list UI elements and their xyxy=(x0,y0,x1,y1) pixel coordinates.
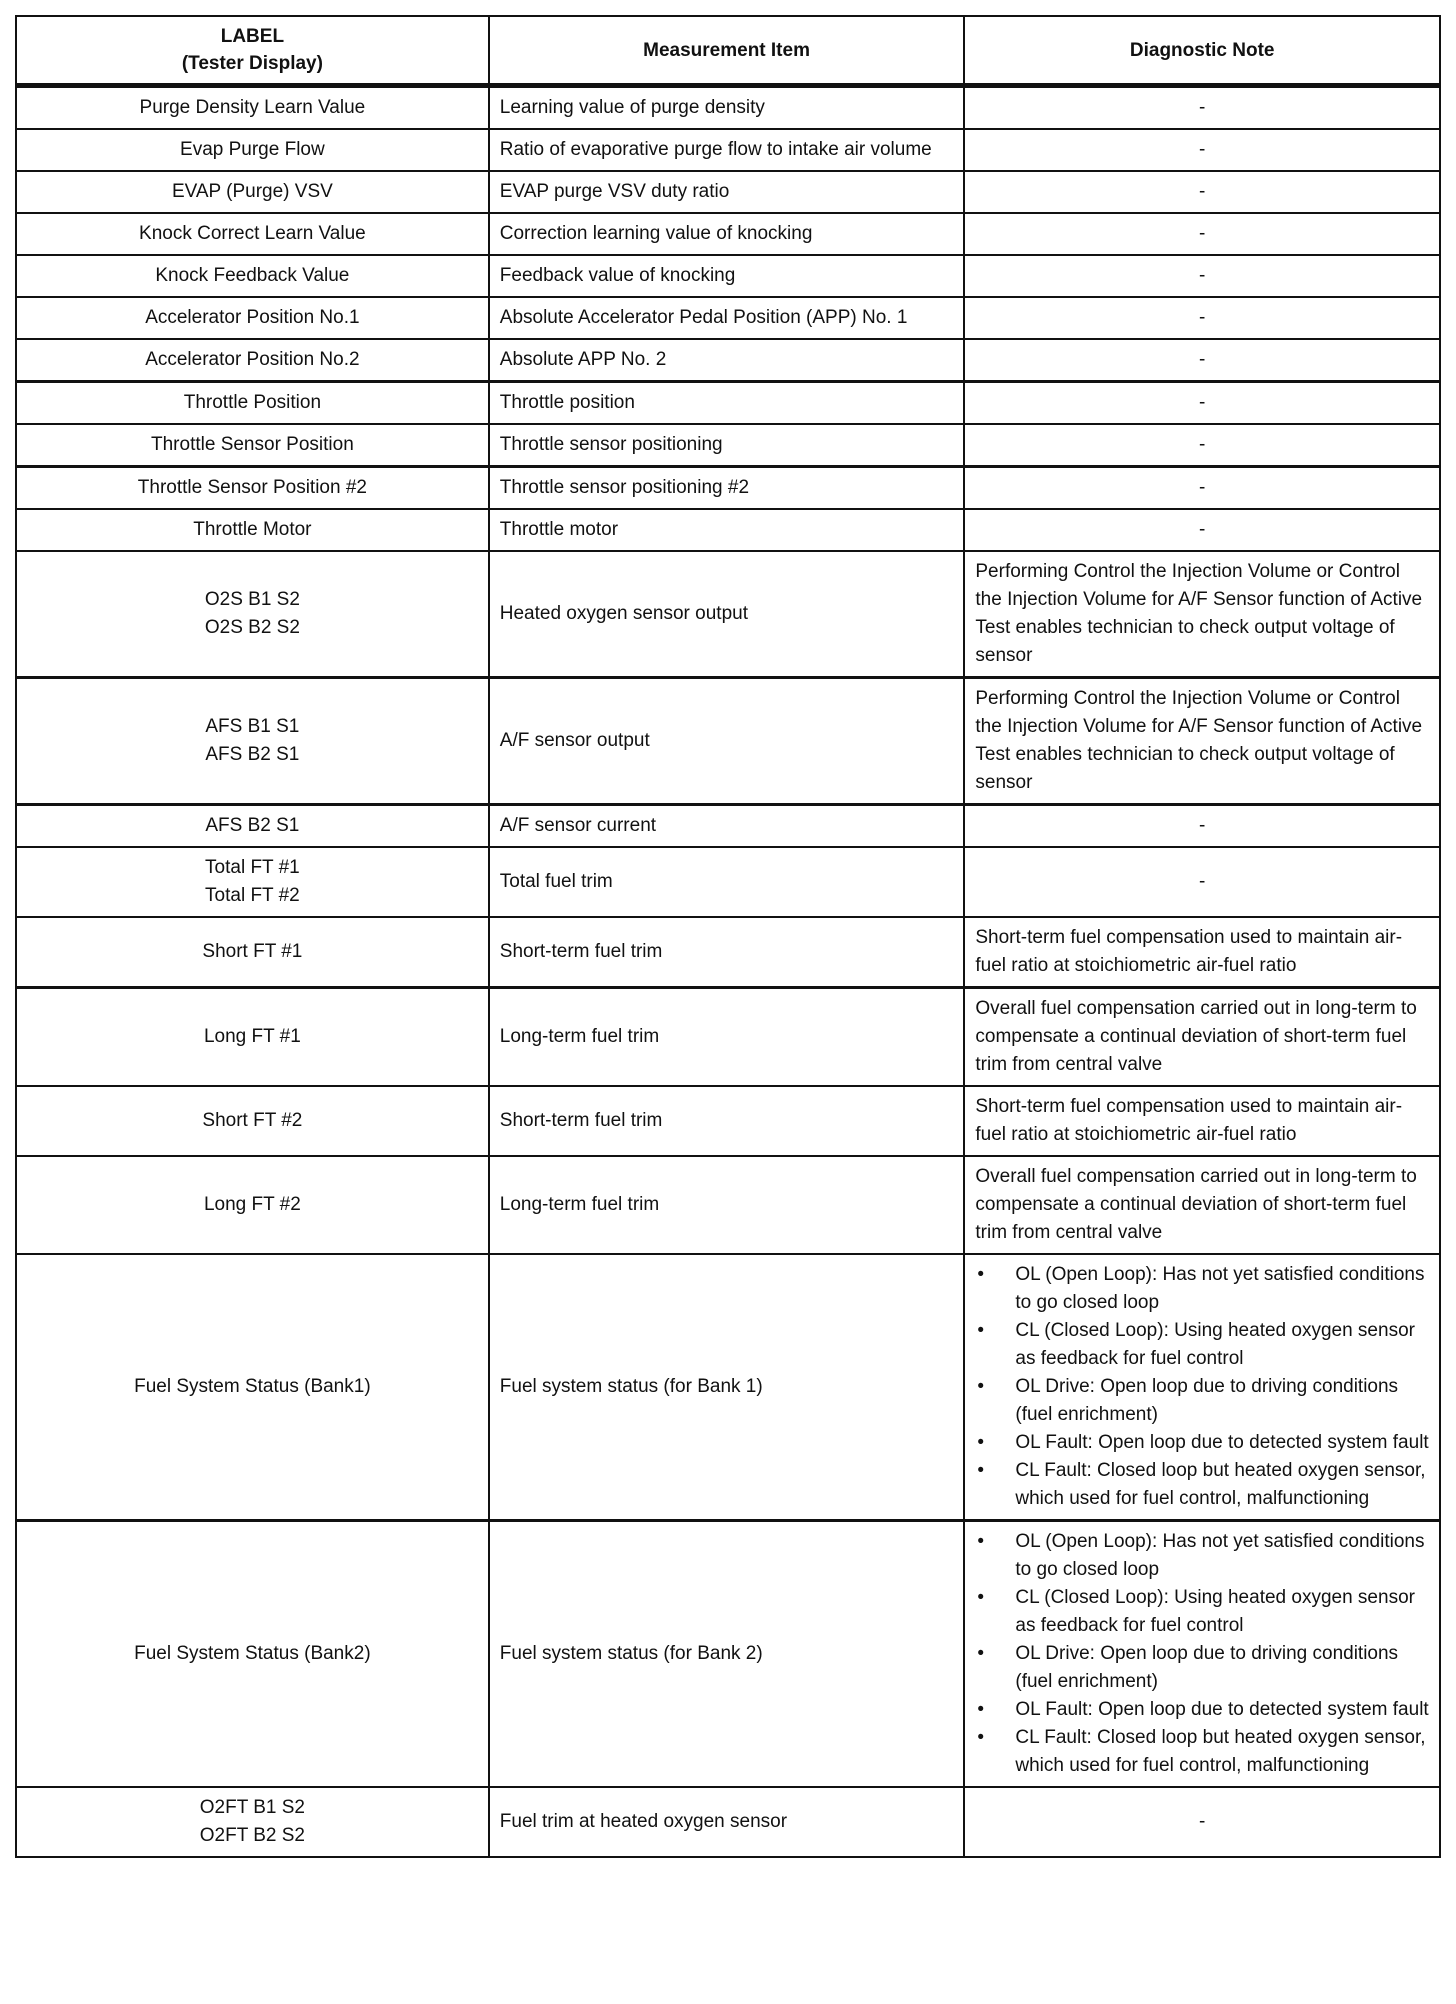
label-cell xyxy=(16,1156,489,1254)
measurement-cell: A/F sensor current xyxy=(489,805,965,848)
label-text: Short FT #2 xyxy=(202,1110,303,1131)
table-row xyxy=(16,1086,1440,1156)
label-text: Total FT #1 xyxy=(205,857,300,878)
label-text: Short FT #1 xyxy=(202,941,303,962)
label-cell xyxy=(16,988,489,1087)
measurement-cell: Absolute Accelerator Pedal Position (APP) No. 1 xyxy=(489,297,965,339)
label-text: Accelerator Position No.1 xyxy=(145,307,360,328)
measurement-cell: Throttle sensor positioning #2 xyxy=(489,467,965,510)
table-row xyxy=(16,678,1440,805)
measurement-cell: Correction learning value of knocking xyxy=(489,213,965,255)
label-cell xyxy=(16,339,489,382)
measurement-cell: Ratio of evaporative purge flow to intake air volume xyxy=(489,129,965,171)
label-text: Long FT #1 xyxy=(203,1026,301,1047)
label-cell xyxy=(16,382,489,425)
note-bullet-item: • OL Fault: Open loop due to detected system fault xyxy=(975,1429,1429,1457)
label-cell xyxy=(16,213,489,255)
label-cell xyxy=(16,509,489,551)
header-label-line2: (Tester Display) xyxy=(181,53,323,74)
note-cell: Performing Control the Injection Volume or Control the Injection Volume for A/F Sensor function of Active Test enables technician to check output voltage of sensor xyxy=(964,551,1440,678)
measurement-cell: Total fuel trim xyxy=(489,847,965,917)
table-header-row xyxy=(16,16,1440,86)
label-cell xyxy=(16,1521,489,1788)
label-text: Knock Feedback Value xyxy=(155,265,350,286)
note-bullet-item: • OL Fault: Open loop due to detected system fault xyxy=(975,1696,1429,1724)
measurement-cell: Absolute APP No. 2 xyxy=(489,339,965,382)
label-text: Throttle Motor xyxy=(193,519,312,540)
label-text: EVAP (Purge) VSV xyxy=(171,181,333,202)
label-text: Long FT #2 xyxy=(203,1194,301,1215)
note-bullet-item: • CL Fault: Closed loop but heated oxygen sensor, which used for fuel control, malfunctioning xyxy=(975,1724,1429,1780)
note-cell: - xyxy=(964,255,1440,297)
note-bullet-item: • CL (Closed Loop): Using heated oxygen sensor as feedback for fuel control xyxy=(975,1317,1429,1373)
label-cell xyxy=(16,1086,489,1156)
label-text: Fuel System Status (Bank2) xyxy=(134,1643,371,1664)
label-text: Fuel System Status (Bank1) xyxy=(134,1376,371,1397)
measurement-cell: EVAP purge VSV duty ratio xyxy=(489,171,965,213)
header-label xyxy=(16,16,489,86)
label-text: Accelerator Position No.2 xyxy=(145,349,360,370)
table-row xyxy=(16,339,1440,382)
note-cell: - xyxy=(964,129,1440,171)
measurement-cell: Fuel system status (for Bank 2) xyxy=(489,1521,965,1788)
label-text: O2S B2 S2 xyxy=(204,617,300,638)
table-row xyxy=(16,382,1440,425)
table-row xyxy=(16,1787,1440,1857)
label-cell xyxy=(16,171,489,213)
note-cell: - xyxy=(964,467,1440,510)
note-cell: - xyxy=(964,805,1440,848)
note-cell: Short-term fuel compensation used to maintain air-fuel ratio at stoichiometric air-fuel ratio xyxy=(964,917,1440,988)
table-body xyxy=(16,86,1440,1858)
data-list-table xyxy=(15,15,1441,1858)
label-cell xyxy=(16,297,489,339)
label-text: AFS B1 S1 xyxy=(205,716,300,737)
measurement-cell: Short-term fuel trim xyxy=(489,917,965,988)
note-bullet-item: • CL Fault: Closed loop but heated oxygen sensor, which used for fuel control, malfunctioning xyxy=(975,1457,1429,1513)
label-cell xyxy=(16,805,489,848)
note-cell: - xyxy=(964,213,1440,255)
table-row xyxy=(16,847,1440,917)
note-cell: Short-term fuel compensation used to maintain air-fuel ratio at stoichiometric air-fuel ratio xyxy=(964,1086,1440,1156)
label-text: Throttle Sensor Position #2 xyxy=(137,477,367,498)
note-cell xyxy=(964,1254,1440,1521)
table-row xyxy=(16,213,1440,255)
label-text: AFS B2 S1 xyxy=(205,815,300,836)
note-cell: - xyxy=(964,86,1440,130)
note-bullet-item: • OL (Open Loop): Has not yet satisfied conditions to go closed loop xyxy=(975,1261,1429,1317)
note-cell: - xyxy=(964,171,1440,213)
table-row xyxy=(16,551,1440,678)
measurement-cell: Long-term fuel trim xyxy=(489,988,965,1087)
label-text: Throttle Sensor Position xyxy=(151,434,354,455)
label-cell xyxy=(16,551,489,678)
table-row xyxy=(16,509,1440,551)
table-row xyxy=(16,988,1440,1087)
label-text: Evap Purge Flow xyxy=(180,139,325,160)
measurement-cell: Learning value of purge density xyxy=(489,86,965,130)
measurement-cell: Throttle sensor positioning xyxy=(489,424,965,467)
note-cell: - xyxy=(964,1787,1440,1857)
label-cell xyxy=(16,255,489,297)
header-note: Diagnostic Note xyxy=(964,16,1440,86)
table-row xyxy=(16,1156,1440,1254)
header-label-line1: LABEL xyxy=(220,26,285,47)
note-cell: Performing Control the Injection Volume or Control the Injection Volume for A/F Sensor function of Active Test enables technician to check output voltage of sensor xyxy=(964,678,1440,805)
note-cell: - xyxy=(964,509,1440,551)
measurement-cell: Heated oxygen sensor output xyxy=(489,551,965,678)
label-text: O2FT B1 S2 xyxy=(199,1797,306,1818)
label-cell xyxy=(16,917,489,988)
label-cell xyxy=(16,467,489,510)
note-cell: - xyxy=(964,847,1440,917)
measurement-cell: Throttle motor xyxy=(489,509,965,551)
measurement-cell: Throttle position xyxy=(489,382,965,425)
label-cell xyxy=(16,678,489,805)
measurement-cell: A/F sensor output xyxy=(489,678,965,805)
note-cell xyxy=(964,1521,1440,1788)
label-cell xyxy=(16,847,489,917)
label-text: Throttle Position xyxy=(183,392,322,413)
label-cell xyxy=(16,1787,489,1857)
label-text: O2FT B2 S2 xyxy=(199,1825,306,1846)
note-cell: - xyxy=(964,382,1440,425)
note-cell: - xyxy=(964,424,1440,467)
table-row xyxy=(16,1254,1440,1521)
table-row xyxy=(16,917,1440,988)
table-row xyxy=(16,86,1440,130)
label-text: Purge Density Learn Value xyxy=(139,97,366,118)
label-cell xyxy=(16,129,489,171)
header-measurement: Measurement Item xyxy=(489,16,965,86)
label-cell xyxy=(16,1254,489,1521)
table-row xyxy=(16,129,1440,171)
note-bullet-item: • OL Drive: Open loop due to driving conditions (fuel enrichment) xyxy=(975,1373,1429,1429)
table-row xyxy=(16,255,1440,297)
measurement-cell: Fuel trim at heated oxygen sensor xyxy=(489,1787,965,1857)
label-text: AFS B2 S1 xyxy=(205,744,300,765)
table-row xyxy=(16,424,1440,467)
label-text: O2S B1 S2 xyxy=(204,589,300,610)
note-cell: - xyxy=(964,297,1440,339)
table-row xyxy=(16,171,1440,213)
note-bullet-list xyxy=(975,1528,1429,1780)
note-bullet-item: • OL Drive: Open loop due to driving conditions (fuel enrichment) xyxy=(975,1640,1429,1696)
table-row xyxy=(16,1521,1440,1788)
label-text: Total FT #2 xyxy=(205,885,300,906)
table-row xyxy=(16,805,1440,848)
table-row xyxy=(16,467,1440,510)
note-bullet-item: • CL (Closed Loop): Using heated oxygen sensor as feedback for fuel control xyxy=(975,1584,1429,1640)
measurement-cell: Long-term fuel trim xyxy=(489,1156,965,1254)
label-cell xyxy=(16,424,489,467)
measurement-cell: Short-term fuel trim xyxy=(489,1086,965,1156)
measurement-cell: Fuel system status (for Bank 1) xyxy=(489,1254,965,1521)
label-cell xyxy=(16,86,489,130)
note-bullet-list xyxy=(975,1261,1429,1513)
note-cell: Overall fuel compensation carried out in long-term to compensate a continual deviation of short-term fuel trim from central valve xyxy=(964,1156,1440,1254)
table-row xyxy=(16,297,1440,339)
note-bullet-item: • OL (Open Loop): Has not yet satisfied conditions to go closed loop xyxy=(975,1528,1429,1584)
note-cell: - xyxy=(964,339,1440,382)
label-text: Knock Correct Learn Value xyxy=(139,223,366,244)
measurement-cell: Feedback value of knocking xyxy=(489,255,965,297)
note-cell: Overall fuel compensation carried out in long-term to compensate a continual deviation of short-term fuel trim from central valve xyxy=(964,988,1440,1087)
